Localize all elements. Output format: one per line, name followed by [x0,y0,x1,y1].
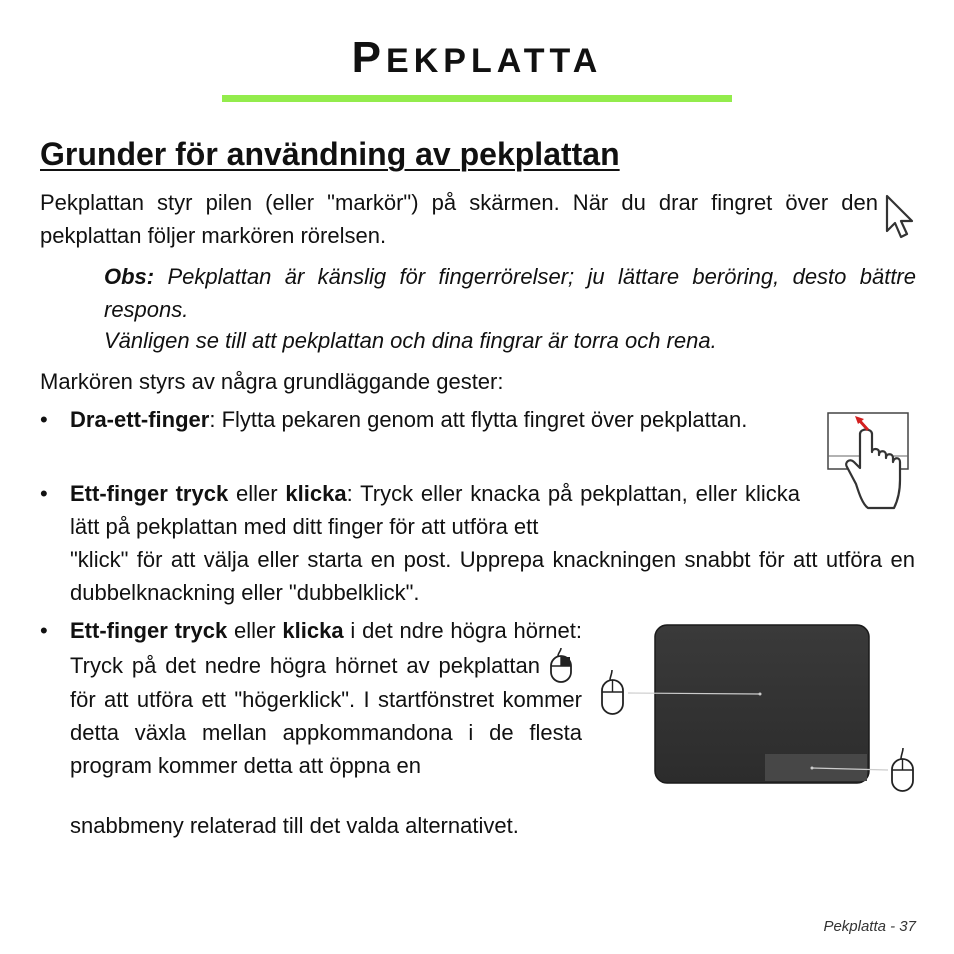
bullet-right-click-term: Ett-finger tryck [70,618,228,643]
bullet-drag-text: : Flytta pekaren genom att flytta fingret över pekplattan. [209,407,748,432]
bullet-tap-term2: klicka [285,481,347,506]
bullet-right-click-text-a: i det ndre högra hörnet: Tryck på det nedre högra hörnet av pekplattan [70,618,582,678]
note-label: Obs: [104,264,155,289]
section-heading: Grunder för användning av pekplattan [40,136,620,172]
hand-drag-on-touchpad-icon [824,410,912,512]
touchpad-illustration [600,620,920,800]
bullet-tap-continued: "klick" för att välja eller starta en post. Upprepa knackningen snabbt för att utföra en dubbelknackning eller "dubbelklick". [70,547,915,605]
note-text: Pekplattan är känslig för fingerrörelser; ju lättare beröring, desto bättre respons. [104,264,916,322]
page-title-rest: EKPLATTA [386,42,603,80]
bullet-tap [70,477,800,543]
note-paragraph-2: Vänligen se till att pekplattan och dina fingrar är torra och rena. [104,328,717,353]
bullet-right-click-text-b: för att utföra ett "högerklick". I startfönstret kommer detta växla mellan appkommandona i de flesta program kommer detta att öppna en [70,687,582,778]
bullet-tap-connector: eller [228,481,286,506]
bullet-drag-term: Dra-ett-finger [70,407,210,432]
bullet-marker: • [40,481,48,506]
cursor-arrow-icon [884,194,918,244]
bullet-tap-term: Ett-finger tryck [70,481,229,506]
page-title [0,28,954,91]
note-paragraph [104,260,916,326]
bullet-right-click-last-line: snabbmeny relaterad till det valda alternativet. [70,813,519,838]
gestures-intro: Markören styrs av några grundläggande gester: [40,369,504,394]
bullet-marker: • [40,407,48,432]
page-title-initial: P [351,33,387,82]
intro-paragraph: Pekplattan styr pilen (eller "markör") på skärmen. När du drar fingret över den pekplattan följer markören rörelsen. [40,190,878,248]
mouse-icon [548,647,574,683]
title-accent-bar [222,95,732,102]
mouse-icon [602,670,623,714]
bullet-drag [70,403,800,436]
bullet-marker: • [40,618,48,643]
bullet-right-click [70,614,582,782]
page-footer: Pekplatta - 37 [823,918,916,935]
bullet-right-click-connector: eller [227,618,283,643]
mouse-icon [892,748,913,791]
bullet-right-click-term2: klicka [282,618,344,643]
bullet-tap-text: : Tryck eller knacka på pekplattan, eller klicka lätt på pekplattan med ditt finger för att utföra ett [70,481,800,539]
